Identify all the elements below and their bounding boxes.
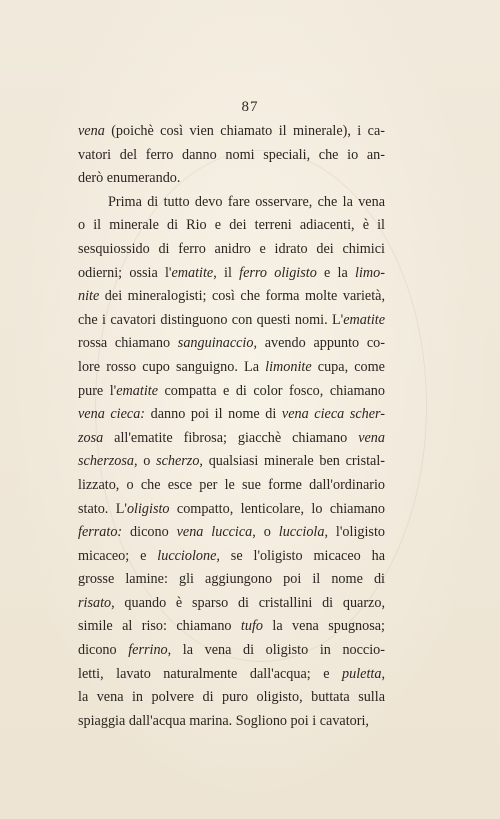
italic-term: vena bbox=[358, 429, 385, 446]
italic-term: vena bbox=[78, 123, 105, 139]
text-run: , la vena di oligisto in noccio- bbox=[167, 642, 385, 659]
text-run: dicono bbox=[78, 642, 129, 659]
italic-term: nite bbox=[78, 288, 100, 305]
italic-term: ematite bbox=[343, 311, 385, 328]
text-line bbox=[78, 191, 385, 215]
text-run: sesquiossido di ferro anidro e idrato dei chimici bbox=[78, 240, 385, 257]
text-run: spiaggia dall'acqua marina. Sogliono poi i cavatori, bbox=[78, 712, 369, 729]
text-line bbox=[78, 144, 385, 168]
text-line bbox=[78, 167, 385, 191]
text-line bbox=[78, 474, 385, 498]
italic-term: ematite bbox=[171, 264, 214, 281]
text-run: lore rosso cupo sanguigno. La bbox=[78, 358, 266, 375]
text-run: dicono bbox=[122, 524, 177, 541]
text-run: la vena in polvere di puro oligisto, buttata sulla bbox=[78, 689, 385, 706]
italic-term: ferro oligisto bbox=[239, 264, 317, 281]
text-run: pure l' bbox=[78, 382, 117, 399]
text-run: , l'oligisto bbox=[324, 524, 385, 541]
italic-term: oligisto bbox=[126, 500, 170, 517]
italic-term: limo- bbox=[355, 264, 385, 281]
text-line bbox=[78, 380, 385, 404]
text-run: , il bbox=[213, 264, 240, 281]
text-line bbox=[78, 498, 385, 522]
italic-term: scherzosa bbox=[78, 453, 134, 470]
text-line bbox=[78, 521, 385, 545]
italic-term: ferrino bbox=[128, 642, 168, 659]
italic-term: lucciola bbox=[278, 524, 325, 541]
text-line bbox=[78, 214, 385, 238]
text-line bbox=[78, 427, 385, 451]
text-run: , quando è sparso di cristallini di quarzo, bbox=[111, 594, 385, 611]
text-line bbox=[78, 309, 385, 333]
text-run: danno poi il nome di bbox=[145, 406, 282, 423]
italic-term: puletta bbox=[342, 665, 382, 682]
text-run: e la bbox=[316, 264, 356, 281]
text-run: , bbox=[381, 665, 385, 682]
text-run: compatto, lenticolare, lo chiamano bbox=[169, 500, 385, 517]
text-run: che i cavatori distinguono con questi nomi. L' bbox=[78, 311, 344, 328]
italic-term: limonite bbox=[265, 358, 312, 375]
italic-term: risato bbox=[78, 594, 112, 611]
text-line bbox=[78, 639, 385, 663]
text-run: o il minerale di Rio e dei terreni adiacenti, è il bbox=[78, 217, 385, 234]
text-line bbox=[78, 403, 385, 427]
text-run: vatori del ferro danno nomi speciali, che io an- bbox=[78, 146, 385, 163]
text-line bbox=[78, 262, 385, 286]
text-line bbox=[78, 710, 385, 734]
text-run: letti, lavato naturalmente dall'acqua; e bbox=[78, 665, 343, 682]
italic-term: ferrato: bbox=[78, 524, 123, 541]
text-run: stato. L' bbox=[78, 500, 127, 517]
text-run: lizzato, o che esce per le sue forme dall'ordinario bbox=[78, 476, 385, 493]
text-run: grosse lamine: gli aggiungono poi il nome di bbox=[78, 571, 385, 588]
text-line bbox=[78, 592, 385, 616]
text-line bbox=[78, 545, 385, 569]
text-run: derò enumerando. bbox=[78, 170, 181, 187]
text-run: , o bbox=[133, 453, 157, 470]
italic-term: sanguinaccio bbox=[177, 335, 254, 352]
text-line bbox=[78, 450, 385, 474]
text-run: , avendo appunto co- bbox=[253, 335, 386, 352]
italic-term: vena cieca scher- bbox=[281, 406, 385, 423]
page-number: 87 bbox=[241, 99, 259, 115]
text-line bbox=[78, 615, 385, 639]
text-run: rossa chiamano bbox=[78, 335, 178, 352]
text-run: (poichè così vien chiamato il minerale), i ca- bbox=[104, 123, 385, 139]
text-run: , se l'oligisto micaceo ha bbox=[216, 547, 385, 564]
text-line bbox=[78, 568, 385, 592]
text-line bbox=[78, 120, 385, 144]
text-line bbox=[78, 332, 385, 356]
italic-term: lucciolone bbox=[157, 547, 217, 564]
text-run: simile al riso: chiamano bbox=[78, 618, 241, 635]
italic-term: scherzo bbox=[156, 453, 200, 470]
text-line bbox=[78, 238, 385, 262]
italic-term: vena luccica bbox=[176, 524, 253, 541]
italic-term: zosa bbox=[78, 429, 104, 446]
text-run: compatta e di color fosco, chiamano bbox=[158, 382, 385, 399]
text-run: la vena spugnosa; bbox=[263, 618, 385, 635]
text-run: micaceo; e bbox=[78, 547, 158, 564]
text-line bbox=[78, 285, 385, 309]
italic-term: ematite bbox=[116, 382, 158, 399]
italic-term: tufo bbox=[240, 618, 263, 635]
text-run: , qualsiasi minerale ben cristal- bbox=[199, 453, 386, 470]
body-text bbox=[78, 120, 385, 733]
text-run: Prima di tutto devo fare osservare, che la vena bbox=[108, 193, 385, 210]
text-run: , o bbox=[252, 524, 279, 541]
text-run: odierni; ossia l' bbox=[78, 264, 172, 281]
text-run: all'ematite fibrosa; giacchè chiamano bbox=[103, 429, 359, 446]
italic-term: vena cieca: bbox=[78, 406, 146, 423]
text-run: cupa, come bbox=[311, 358, 385, 375]
text-line bbox=[78, 356, 385, 380]
text-run: dei mineralogisti; così che forma molte varietà, bbox=[99, 288, 385, 305]
text-line bbox=[78, 686, 385, 710]
text-line bbox=[78, 663, 385, 687]
